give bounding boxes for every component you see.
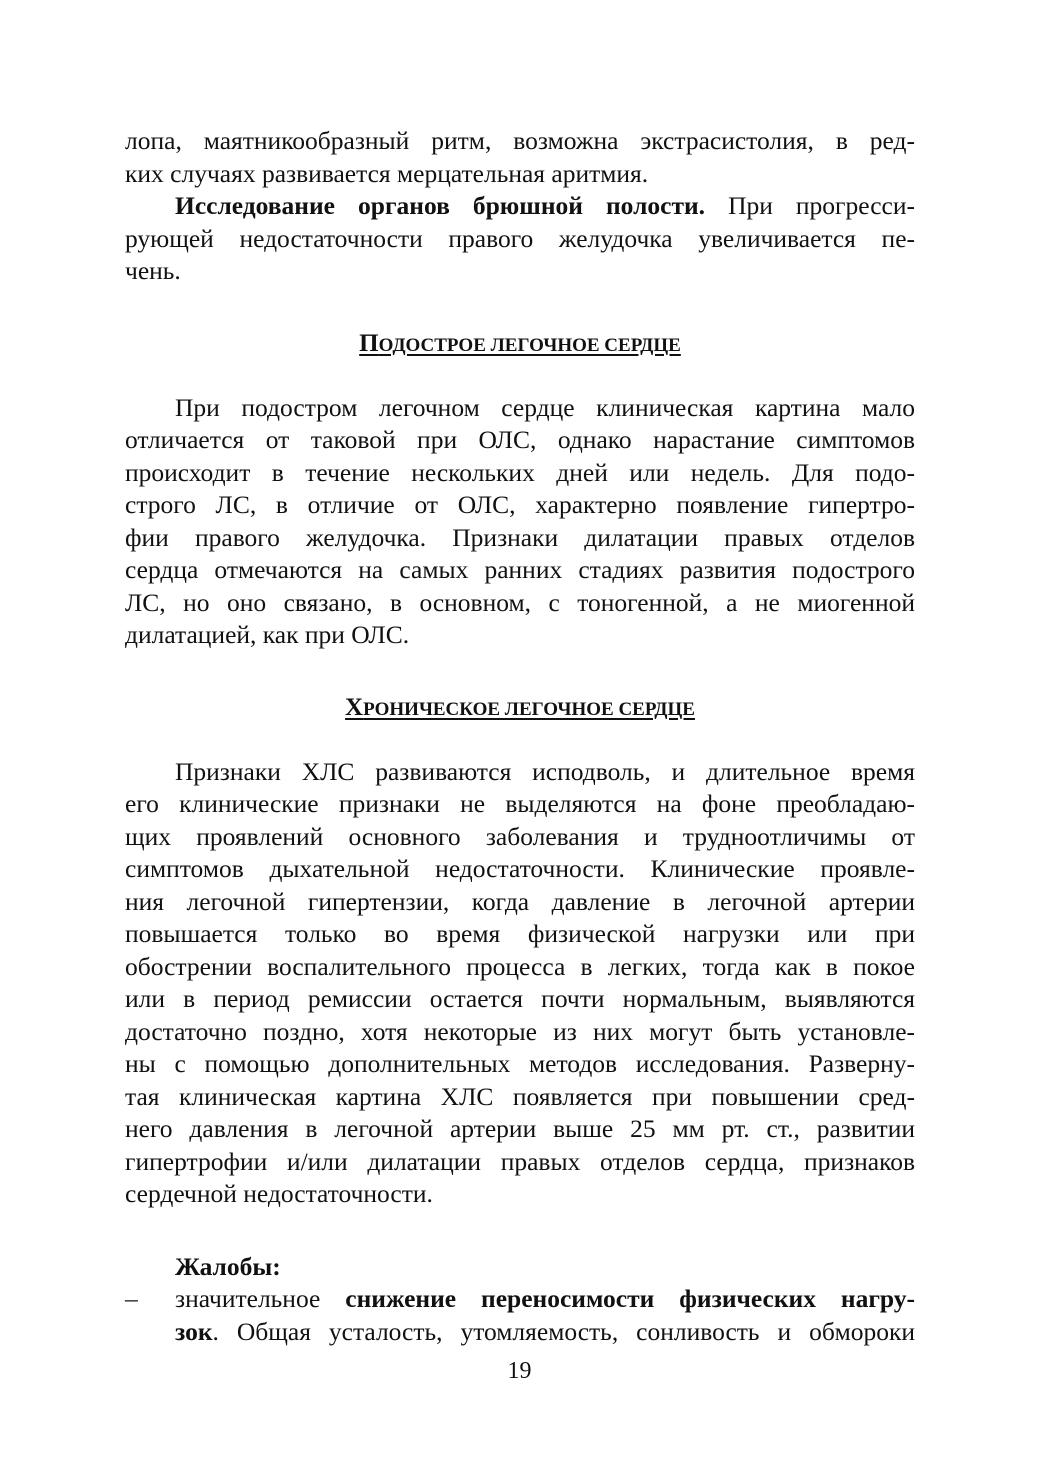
text-line: дилатацией, как при ОЛС. <box>125 620 410 649</box>
text-line: Признаки ХЛС развиваются исподволь, и длительное время <box>175 756 915 786</box>
complaint-list-item <box>125 1283 915 1348</box>
text-line: ЛС, но оно связано, в основном, с тоногенной, а не миогенной <box>125 587 915 617</box>
page-content <box>125 125 915 1348</box>
text-line: щих проявлений основного заболевания и трудноотличимы от <box>125 821 915 851</box>
chronic-paragraph <box>125 756 915 1211</box>
text-line <box>175 1316 915 1349</box>
text-line: фии правого желудочка. Признаки дилатации правых отделов <box>125 522 915 552</box>
section-heading-subacute <box>125 328 915 360</box>
text-line: При подостром легочном сердце клиническая картина мало <box>175 392 915 422</box>
heading-text: РОНИЧЕСКОЕ ЛЕГОЧНОЕ СЕРДЦЕ <box>363 698 695 720</box>
text-line: обострении воспалительного процесса в легких, тогда как в покое <box>125 951 915 981</box>
text-line: лопа, маятникообразный ритм, возможна экстрасистолия, в ред- <box>125 126 915 155</box>
text-line: происходит в течение нескольких дней или недель. Для подо- <box>125 457 915 487</box>
section-heading-chronic <box>125 692 915 724</box>
text-line: или в период ремиссии остается почти нормальным, выявляются <box>125 984 915 1013</box>
bold-fragment: снижение переносимости физических нагру- <box>345 1284 915 1313</box>
complaints-title: Жалобы: <box>175 1251 281 1281</box>
text-line: ких случаях развивается мерцательная аритмия. <box>125 158 649 188</box>
text-line <box>175 1283 915 1316</box>
text-line: отличается от таковой при ОЛС, однако нарастание симптомов <box>125 425 915 454</box>
intro-paragraph <box>125 125 915 190</box>
heading-initial: Х <box>345 693 364 721</box>
text-line: тая клиническая картина ХЛС появляется при повышении сред- <box>125 1081 915 1111</box>
page-number: 19 <box>507 1358 532 1384</box>
text-line: ния легочной гипертензии, когда давление в легочной артерии <box>125 886 915 916</box>
text-line: строго ЛС, в отличие от ОЛС, характерно появление гипертро- <box>125 490 915 519</box>
abdomen-heading: Исследование органов брюшной полости. <box>175 191 706 220</box>
abdomen-paragraph <box>125 190 915 288</box>
text-line: него давления в легочной артерии выше 25 мм рт. ст., развитии <box>125 1114 915 1143</box>
text-fragment: значительное <box>175 1284 346 1313</box>
bold-fragment: зок <box>175 1316 213 1346</box>
text-line <box>125 190 915 223</box>
text-line: его клинические признаки не выделяются на фоне преобладаю- <box>125 789 915 818</box>
list-dash: – <box>125 1284 138 1313</box>
text-line: сердца отмечаются на самых ранних стадиях развития подострого <box>125 555 915 584</box>
text-fragment: При прогресси- <box>705 191 915 220</box>
text-line: рующей недостаточности правого желудочка увеличивается пе- <box>125 223 915 253</box>
text-line: гипертрофии и/или дилатации правых отделов сердца, признаков <box>125 1146 915 1176</box>
text-line: чень. <box>125 256 181 285</box>
subacute-paragraph <box>125 392 915 652</box>
text-line: ны с помощью дополнительных методов исследования. Разверну- <box>125 1049 915 1078</box>
heading-initial: П <box>359 329 379 357</box>
text-line: симптомов дыхательной недостаточности. Клинические проявле- <box>125 854 915 883</box>
heading-text: ОДОСТРОЕ ЛЕГОЧНОЕ СЕРДЦЕ <box>378 334 681 356</box>
text-line: сердечной недостаточности. <box>125 1179 433 1208</box>
text-fragment: . Общая усталость, утомляемость, сонливость и обмороки <box>212 1316 915 1346</box>
text-line: повышается только во время физической нагрузки или при <box>125 919 915 948</box>
text-line: достаточно поздно, хотя некоторые из них могут быть установле- <box>125 1016 915 1046</box>
